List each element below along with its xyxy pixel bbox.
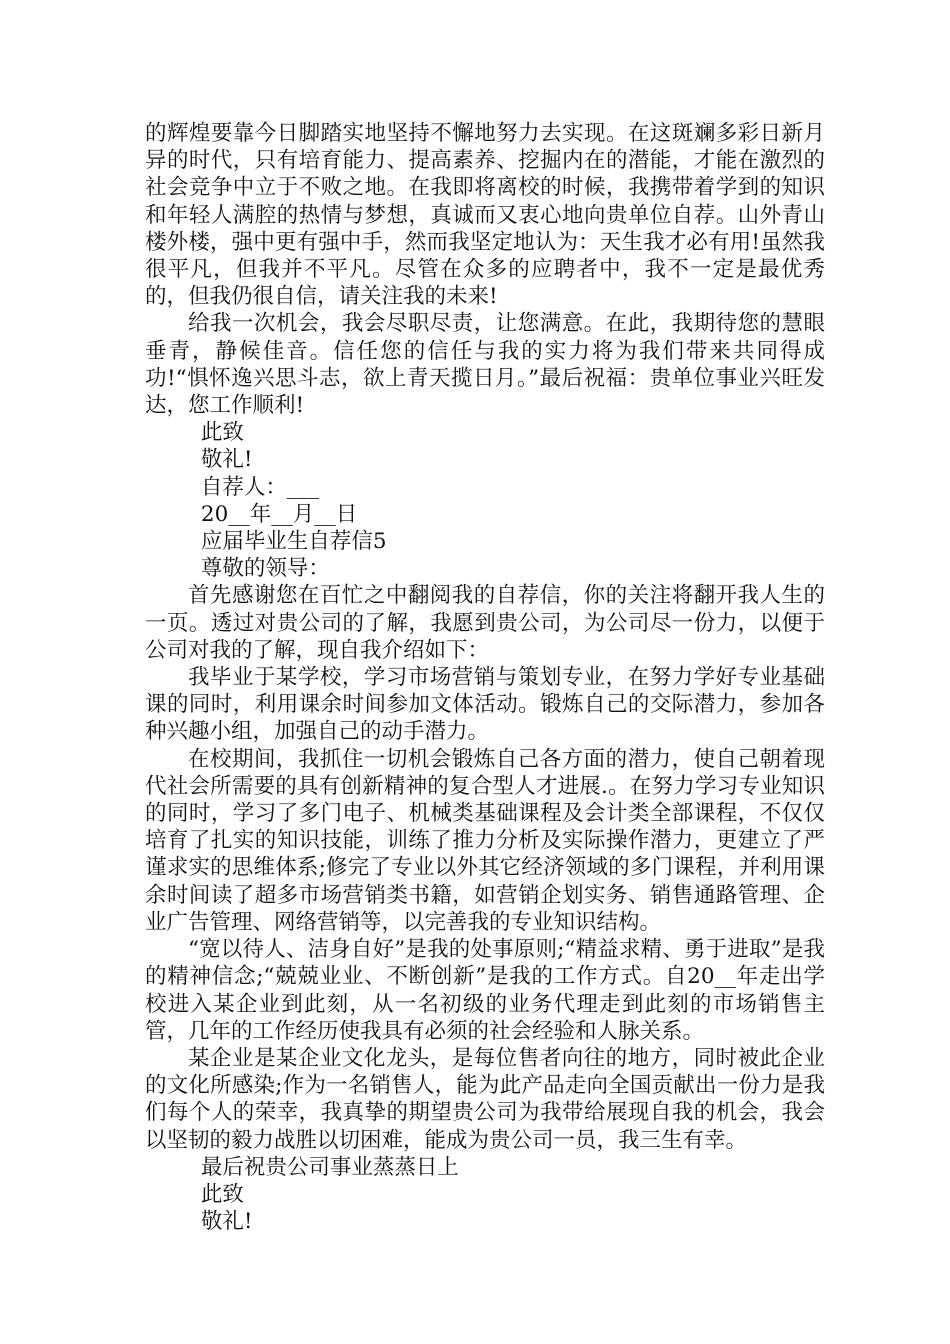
salutation: 尊敬的领导： <box>200 556 330 582</box>
closing-cizhi-2: 此致 <box>200 1181 244 1207</box>
paragraph-intro-continued: 的辉煌要靠今日脚踏实地坚持不懈地努力去实现。在这斑斓多彩日新月异的时代，只有培育能力、提高素养、挖掘内在的潜能，才能在激烈的社会竞争中立于不败之地。在我即将离校的时候，我携带着学到的知识和年轻人满腔的热情与梦想，真诚而又衷心地向贵单位自荐。山外青山楼外楼，强中更有强中手，然而我坚定地认为：天生我才必有用!虽然我很平凡，但我并不平凡。尽管在众多的应聘者中，我不一定是最优秀的，但我仍很自信，请关注我的未来! <box>145 121 825 310</box>
paragraph-education: 我毕业于某学校，学习市场营销与策划专业，在努力学好专业基础课的同时，利用课余时间参加文体活动。锻炼自己的交际潜力，参加各种兴趣小组，加强自己的动手潜力。 <box>145 665 825 745</box>
closing-jingli: 敬礼! <box>200 447 253 473</box>
section-title: 应届毕业生自荐信5 <box>200 529 387 555</box>
paragraph-school-period: 在校期间，我抓住一切机会锻炼自己各方面的潜力，使自己朝着现代社会所需要的具有创新精神的复合型人才进展.。在努力学习专业知识的同时，学习了多门电子、机械类基础课程及会计类全部课程，不仅仅培育了扎实的知识技能，训练了推力分析及实际操作潜力，更建立了严谨求实的思维体系;修完了专业以外其它经济领域的多门课程，并利用课余时间读了超多市场营销类书籍，如营销企划实务、销售通路管理、企业广告管理、网络营销等，以完善我的专业知识结构。 <box>145 746 825 935</box>
closing-cizhi: 此致 <box>200 420 244 446</box>
closing-jingli-2: 敬礼! <box>200 1209 253 1235</box>
final-wish: 最后祝贵公司事业蒸蒸日上 <box>200 1154 459 1180</box>
paragraph-principles: “宽以待人、洁身自好”是我的处事原则;“精益求精、勇于进取”是我的精神信念;“兢兢业业、不断创新”是我的工作方式。自20__年走出学校进入某企业到此刻，从一名初级的业务代理走到此刻的市场销售主管，几年的工作经历使我具有必须的社会经验和人脉关系。 <box>145 937 825 1044</box>
date-line: 20__年__月__日 <box>200 501 358 527</box>
signature-line: 自荐人：___ <box>200 474 320 500</box>
paragraph-thanks: 首先感谢您在百忙之中翻阅我的自荐信，你的关注将翻开我人生的一页。透过对贵公司的了解，我愿到贵公司，为公司尽一份力，以便于公司对我的了解，现自我介绍如下： <box>145 583 825 663</box>
document-body <box>145 120 825 1235</box>
paragraph-company: 某企业是某企业文化龙头，是每位售者向往的地方，同时被此企业的文化所感染;作为一名销售人，能为此产品走向全国贡献出一份力是我们每个人的荣幸，我真挚的期望贵公司为我带给展现自我的机会，我会以坚韧的毅力战胜以切困难，能成为贵公司一员，我三生有幸。 <box>145 1045 825 1153</box>
paragraph-request-opportunity: 给我一次机会，我会尽职尽责，让您满意。在此，我期待您的慧眼垂青，静候佳音。信任您的信任与我的实力将为我们带来共同得成功!“惧怀逸兴思斗志，欲上青天揽日月。”最后祝福：贵单位事业兴旺发达，您工作顺利! <box>145 311 825 419</box>
